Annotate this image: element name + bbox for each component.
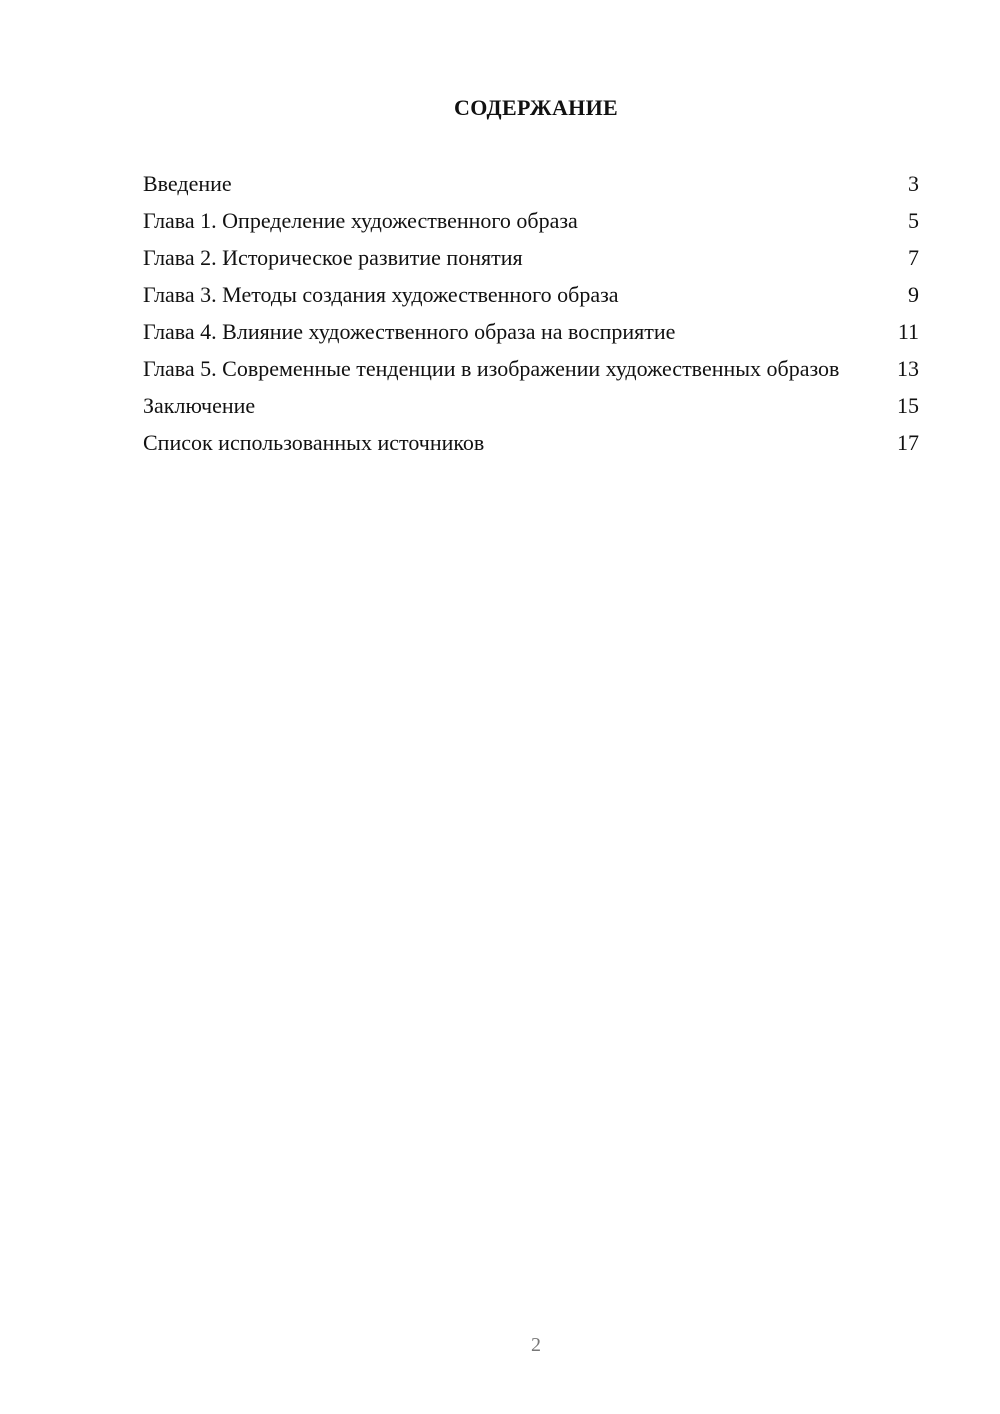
toc-item-label: Список использованных источников xyxy=(143,430,485,455)
toc-item-page: 11 xyxy=(897,319,919,344)
toc-item-label: Глава 2. Историческое развитие понятия xyxy=(143,245,523,270)
toc-item-chapter-5 xyxy=(143,355,919,382)
page-number: 2 xyxy=(531,1334,541,1356)
toc-item-page: 5 xyxy=(908,208,919,233)
toc-item-page: 15 xyxy=(897,393,919,418)
toc-item-label: Глава 3. Методы создания художественного образа xyxy=(143,282,619,307)
toc-item-page: 17 xyxy=(897,430,919,455)
toc-item-chapter-3 xyxy=(143,281,919,308)
toc-item-page: 13 xyxy=(897,356,919,381)
toc-item-chapter-2 xyxy=(143,244,919,271)
toc-title: СОДЕРЖАНИЕ xyxy=(454,95,618,120)
toc-item-label: Глава 5. Современные тенденции в изображении художественных образов xyxy=(143,356,840,381)
toc-item-conclusion xyxy=(143,392,919,419)
table-of-contents xyxy=(143,170,919,466)
toc-item-label: Заключение xyxy=(143,393,256,418)
toc-item-page: 9 xyxy=(908,282,919,307)
toc-item-label: Введение xyxy=(143,171,232,196)
toc-item-chapter-1 xyxy=(143,207,919,234)
toc-item-page: 7 xyxy=(908,245,919,270)
toc-item-chapter-4 xyxy=(143,318,919,345)
toc-item-label: Глава 1. Определение художественного образа xyxy=(143,208,578,233)
toc-item-page: 3 xyxy=(908,171,919,196)
toc-item-introduction xyxy=(143,170,919,197)
toc-item-label: Глава 4. Влияние художественного образа на восприятие xyxy=(143,319,676,344)
toc-item-references xyxy=(143,429,919,456)
